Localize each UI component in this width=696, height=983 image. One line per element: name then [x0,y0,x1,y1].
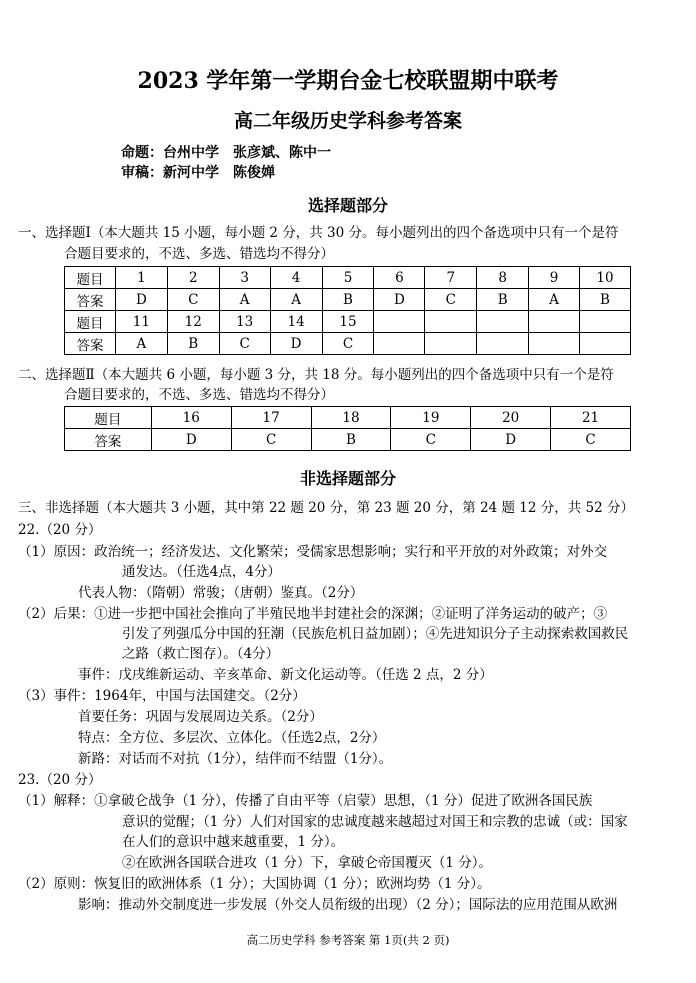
table-cell: C [391,429,471,451]
table-cell [425,311,477,333]
body-line: ②在欧洲各国联合进攻（1 分）下，拿破仑帝国覆灭（1 分）。 [122,855,493,871]
table-cell: 题目 [65,267,116,289]
table-cell: 答案 [65,333,116,355]
question-1-instructions: 一、选择题Ⅰ（本大题共 15 小题，每小题 2 分，共 30 分。每小题列出的四个备选项中只有一个是符 [18,225,619,241]
body-line: 引发了列强瓜分中国的狂潮（民族危机日益加剧）；④先进知识分子主动探索救国救民 [122,626,629,642]
question-2-instructions-cont: 合题目要求的，不选、多选、错选均不得分） [64,387,334,403]
author-line: 命题：台州中学 张彦斌、陈中一 [121,145,331,161]
body-line: 首要任务：巩固与发展周边关系。（2分） [78,709,323,725]
body-line: 三、非选择题（本大题共 3 小题，其中第 22 题 20 分，第 23 题 20 分，第 24 题 12 分，共 52 分） [18,500,634,516]
body-line: 影响：推动外交制度进一步发展（外交人员衔级的出现）（2 分）；国际法的应用范围从欧洲 [78,897,618,913]
table-cell: B [311,429,391,451]
body-line: （1）原因：政治统一；经济发达、文化繁荣；受儒家思想影响；实行和平开放的对外政策；对外交 [18,544,608,560]
table-cell: 答案 [65,289,116,311]
table-cell: 2 [167,267,219,289]
body-line: （3）事件：1964年，中国与法国建交。（2分） [18,688,306,704]
body-line: 新路：对话而不对抗（1分），结伴而不结盟（1分）。 [78,751,393,767]
table-cell: D [374,289,425,311]
table-row [65,311,631,333]
table-cell: C [167,289,219,311]
page-title: 2023 学年第一学期台金七校联盟期中联考 [137,68,559,94]
body-line: 22.（20 分） [18,522,102,538]
table-cell: 答案 [65,429,152,451]
table-cell: D [151,429,231,451]
table-cell: 题目 [65,311,116,333]
table-cell: D [115,289,167,311]
table-cell: A [115,333,167,355]
table-cell: 13 [219,311,270,333]
table-cell [580,311,631,333]
table-cell: 14 [270,311,322,333]
table-cell [529,311,580,333]
table-cell: 9 [529,267,580,289]
table-cell: 10 [580,267,631,289]
table-cell: 16 [151,407,231,429]
body-line: 在人们的意识中越来越重要，1 分）。 [122,834,345,850]
answer-table-1 [64,266,631,355]
section-heading-nonchoice: 非选择题部分 [299,469,396,488]
body-line: 23.（20 分） [18,772,102,788]
table-cell [580,333,631,355]
table-cell [374,311,425,333]
table-cell: 12 [167,311,219,333]
table-row [65,333,631,355]
table-cell: 15 [322,311,374,333]
table-cell [477,333,529,355]
question-2-instructions: 二、选择题Ⅱ（本大题共 6 小题，每小题 3 分，共 18 分。每小题列出的四个备选项中只有一个是符 [18,367,614,383]
table-cell: D [471,429,551,451]
table-cell: A [270,289,322,311]
body-line: （1）解释：①拿破仑战争（1 分），传播了自由平等（启蒙）思想，（1 分）促进了欧洲各国民族 [18,793,593,809]
reviewer-line: 审稿：新河中学 陈俊婵 [121,165,275,181]
table-cell: 1 [115,267,167,289]
table-row [65,289,631,311]
body-line: （2）后果：①进一步把中国社会推向了半殖民地半封建社会的深渊；②证明了洋务运动的破产；③ [18,606,608,622]
table-cell: 8 [477,267,529,289]
table-cell: C [551,429,631,451]
table-cell [529,333,580,355]
table-cell [477,311,529,333]
table-cell: 17 [231,407,311,429]
body-line: 代表人物：（隋朝）常骏；（唐朝）鉴真。（2分） [78,585,364,601]
table-cell: B [477,289,529,311]
table-cell: 19 [391,407,471,429]
table-cell: C [231,429,311,451]
table-cell: B [322,289,374,311]
question-1-instructions-cont: 合题目要求的，不选、多选、错选均不得分） [64,246,334,262]
body-line: 意识的觉醒；（1 分）人们对国家的忠诚度越来越超过对国王和宗教的忠诚（或：国家 [122,814,628,830]
table-cell: 题目 [65,407,152,429]
table-cell: C [322,333,374,355]
body-line: 特点：全方位、多层次、立体化。（任选2点，2分） [78,730,386,746]
table-cell: 4 [270,267,322,289]
table-cell: B [167,333,219,355]
table-cell: A [219,289,270,311]
table-cell: 21 [551,407,631,429]
table-cell [425,333,477,355]
table-cell: 11 [115,311,167,333]
body-line: 事件：戊戌维新运动、辛亥革命、新文化运动等。（任选 2 点，2 分） [78,667,493,683]
table-cell: A [529,289,580,311]
table-row [65,429,631,451]
table-cell: 6 [374,267,425,289]
table-cell: C [219,333,270,355]
table-cell: 7 [425,267,477,289]
table-row [65,407,631,429]
section-heading-choice: 选择题部分 [307,196,388,215]
table-cell: 18 [311,407,391,429]
page-subtitle: 高二年级历史学科参考答案 [233,110,462,132]
table-row [65,267,631,289]
table-cell: B [580,289,631,311]
table-cell [374,333,425,355]
body-line: （2）原则：恢复旧的欧洲体系（1 分）；大国协调（1 分）；欧洲均势（1 分）。 [18,876,491,892]
body-line: 之路（救亡图存）。（4分） [122,646,280,662]
table-cell: 3 [219,267,270,289]
page-footer: 高二历史学科 参考答案 第 1页(共 2 页) [246,933,450,947]
table-cell: D [270,333,322,355]
table-cell: 20 [471,407,551,429]
table-cell: 5 [322,267,374,289]
table-cell: C [425,289,477,311]
answer-table-2 [64,406,631,451]
body-line: 通发达。（任选4点，4分） [122,564,281,580]
